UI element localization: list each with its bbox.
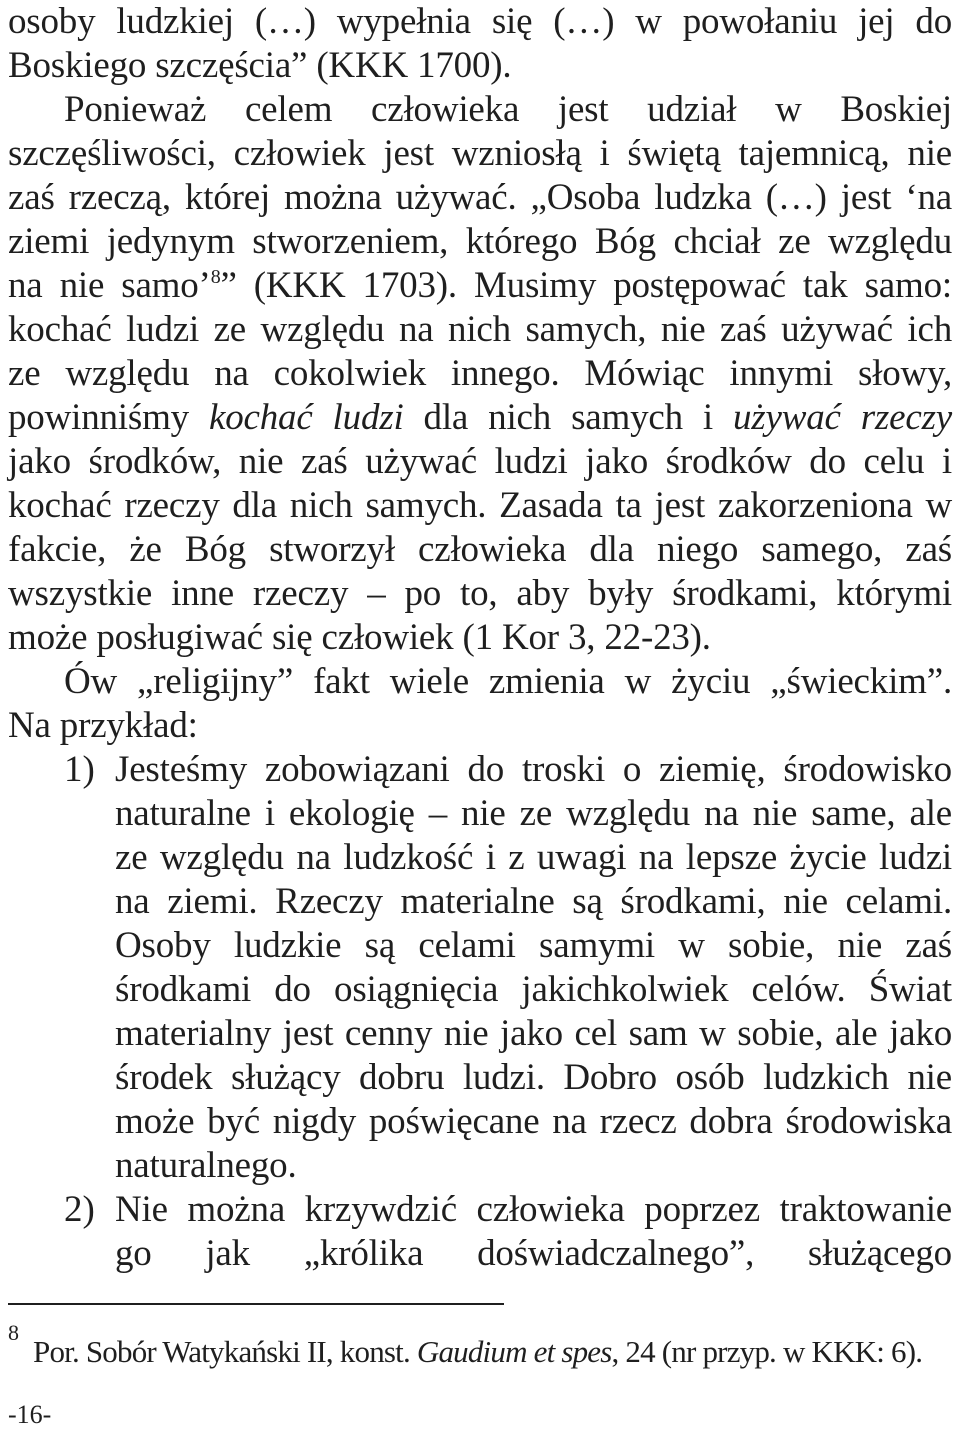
text-line: kochać ludzi ze względu na nich samych, nie zaś używać ich xyxy=(8,309,952,350)
list-item-text xyxy=(115,748,952,1188)
text-line: jako środków, nie zaś używać ludzi jako środków do celu i xyxy=(8,441,952,482)
footnote-separator xyxy=(8,1303,504,1305)
text-line: wszystkie inne rzeczy – po to, aby były środkami, którymi xyxy=(8,573,952,614)
text-line: naturalnego. xyxy=(115,1145,297,1186)
list-item-number: 1) xyxy=(64,749,95,790)
paragraph-1 xyxy=(8,0,952,88)
text-run: powinniśmy xyxy=(8,397,209,438)
page-number: -16- xyxy=(8,1400,52,1429)
footnote-marker: 8 xyxy=(8,1320,19,1345)
footnote-text xyxy=(33,1332,922,1372)
text-line: zaś rzeczą, której można używać. „Osoba ludzka (…) jest ‘na xyxy=(8,177,952,218)
text-line: Ponieważ celem człowieka jest udział w Boskiej xyxy=(64,89,952,130)
list-item-text xyxy=(115,1188,952,1276)
text-run: Por. Sobór Watykański II, konst. xyxy=(33,1334,417,1369)
text-line: może być nigdy poświęcane na rzecz dobra środowiska xyxy=(115,1101,952,1142)
emphasis-text: Gaudium et spes xyxy=(416,1334,612,1369)
paragraph-3 xyxy=(8,660,952,748)
page-body xyxy=(8,0,952,1276)
list-item-number: 2) xyxy=(64,1189,95,1230)
text-line: może posługiwać się człowiek (1 Kor 3, 22-23). xyxy=(8,617,711,658)
text-line xyxy=(8,396,952,440)
text-line: ziemi jedynym stworzeniem, którego Bóg chciał ze względu xyxy=(8,221,952,262)
text-line: naturalne i ekologię – nie ze względu na nie same, ale xyxy=(115,793,952,834)
text-line: ze względu na cokolwiek innego. Mówiąc innymi słowy, xyxy=(8,353,952,394)
text-line: ze względu na ludzkość i z uwagi na lepsze życie ludzi xyxy=(115,837,952,878)
text-line: szczęśliwości, człowiek jest wzniosłą i świętą tajemnicą, nie xyxy=(8,133,952,174)
text-line: na ziemi. Rzeczy materialne są środkami, nie celami. xyxy=(115,881,952,922)
text-line: środkami do osiągnięcia jakichkolwiek celów. Świat xyxy=(115,969,952,1010)
text-line: kochać rzeczy dla nich samych. Zasada ta jest zakorzeniona w xyxy=(8,485,952,526)
list-item-2 xyxy=(8,1188,952,1276)
text-run: , 24 (nr przyp. w KKK: 6). xyxy=(611,1334,923,1369)
footnote-reference[interactable]: 8 xyxy=(210,266,221,288)
list-item-1 xyxy=(8,748,952,1188)
text-line: Na przykład: xyxy=(8,705,198,746)
text-line: materialny jest cenny nie jako cel sam w sobie, ale jako xyxy=(115,1013,952,1054)
emphasis-text: używać rzeczy xyxy=(733,397,952,438)
text-run: ” (KKK 1703). Musimy postępować tak samo: xyxy=(220,265,952,306)
emphasis-text: kochać ludzi xyxy=(208,397,404,438)
text-line: Ów „religijny” fakt wiele zmienia w życiu „świeckim”. xyxy=(64,661,952,702)
text-line: fakcie, że Bóg stworzył człowieka dla niego samego, zaś xyxy=(8,529,952,570)
footnote xyxy=(8,1320,958,1369)
text-line: środek służący dobru ludzi. Dobro osób ludzkich nie xyxy=(115,1057,952,1098)
paragraph-2 xyxy=(8,88,952,660)
text-line: Nie można krzywdzić człowieka poprzez traktowanie xyxy=(115,1189,952,1230)
text-line: Boskiego szczęścia” (KKK 1700). xyxy=(8,45,512,86)
text-line: Jesteśmy zobowiązani do troski o ziemię, środowisko xyxy=(115,749,952,790)
text-line xyxy=(8,264,952,308)
text-run: na nie samo’ xyxy=(8,265,211,306)
text-run: dla nich samych i xyxy=(403,397,733,438)
text-line: osoby ludzkiej (…) wypełnia się (…) w powołaniu jej do xyxy=(8,1,952,42)
text-line: go jak „królika doświadczalnego”, służącego xyxy=(115,1233,952,1274)
text-line: Osoby ludzkie są celami samymi w sobie, nie zaś xyxy=(115,925,952,966)
